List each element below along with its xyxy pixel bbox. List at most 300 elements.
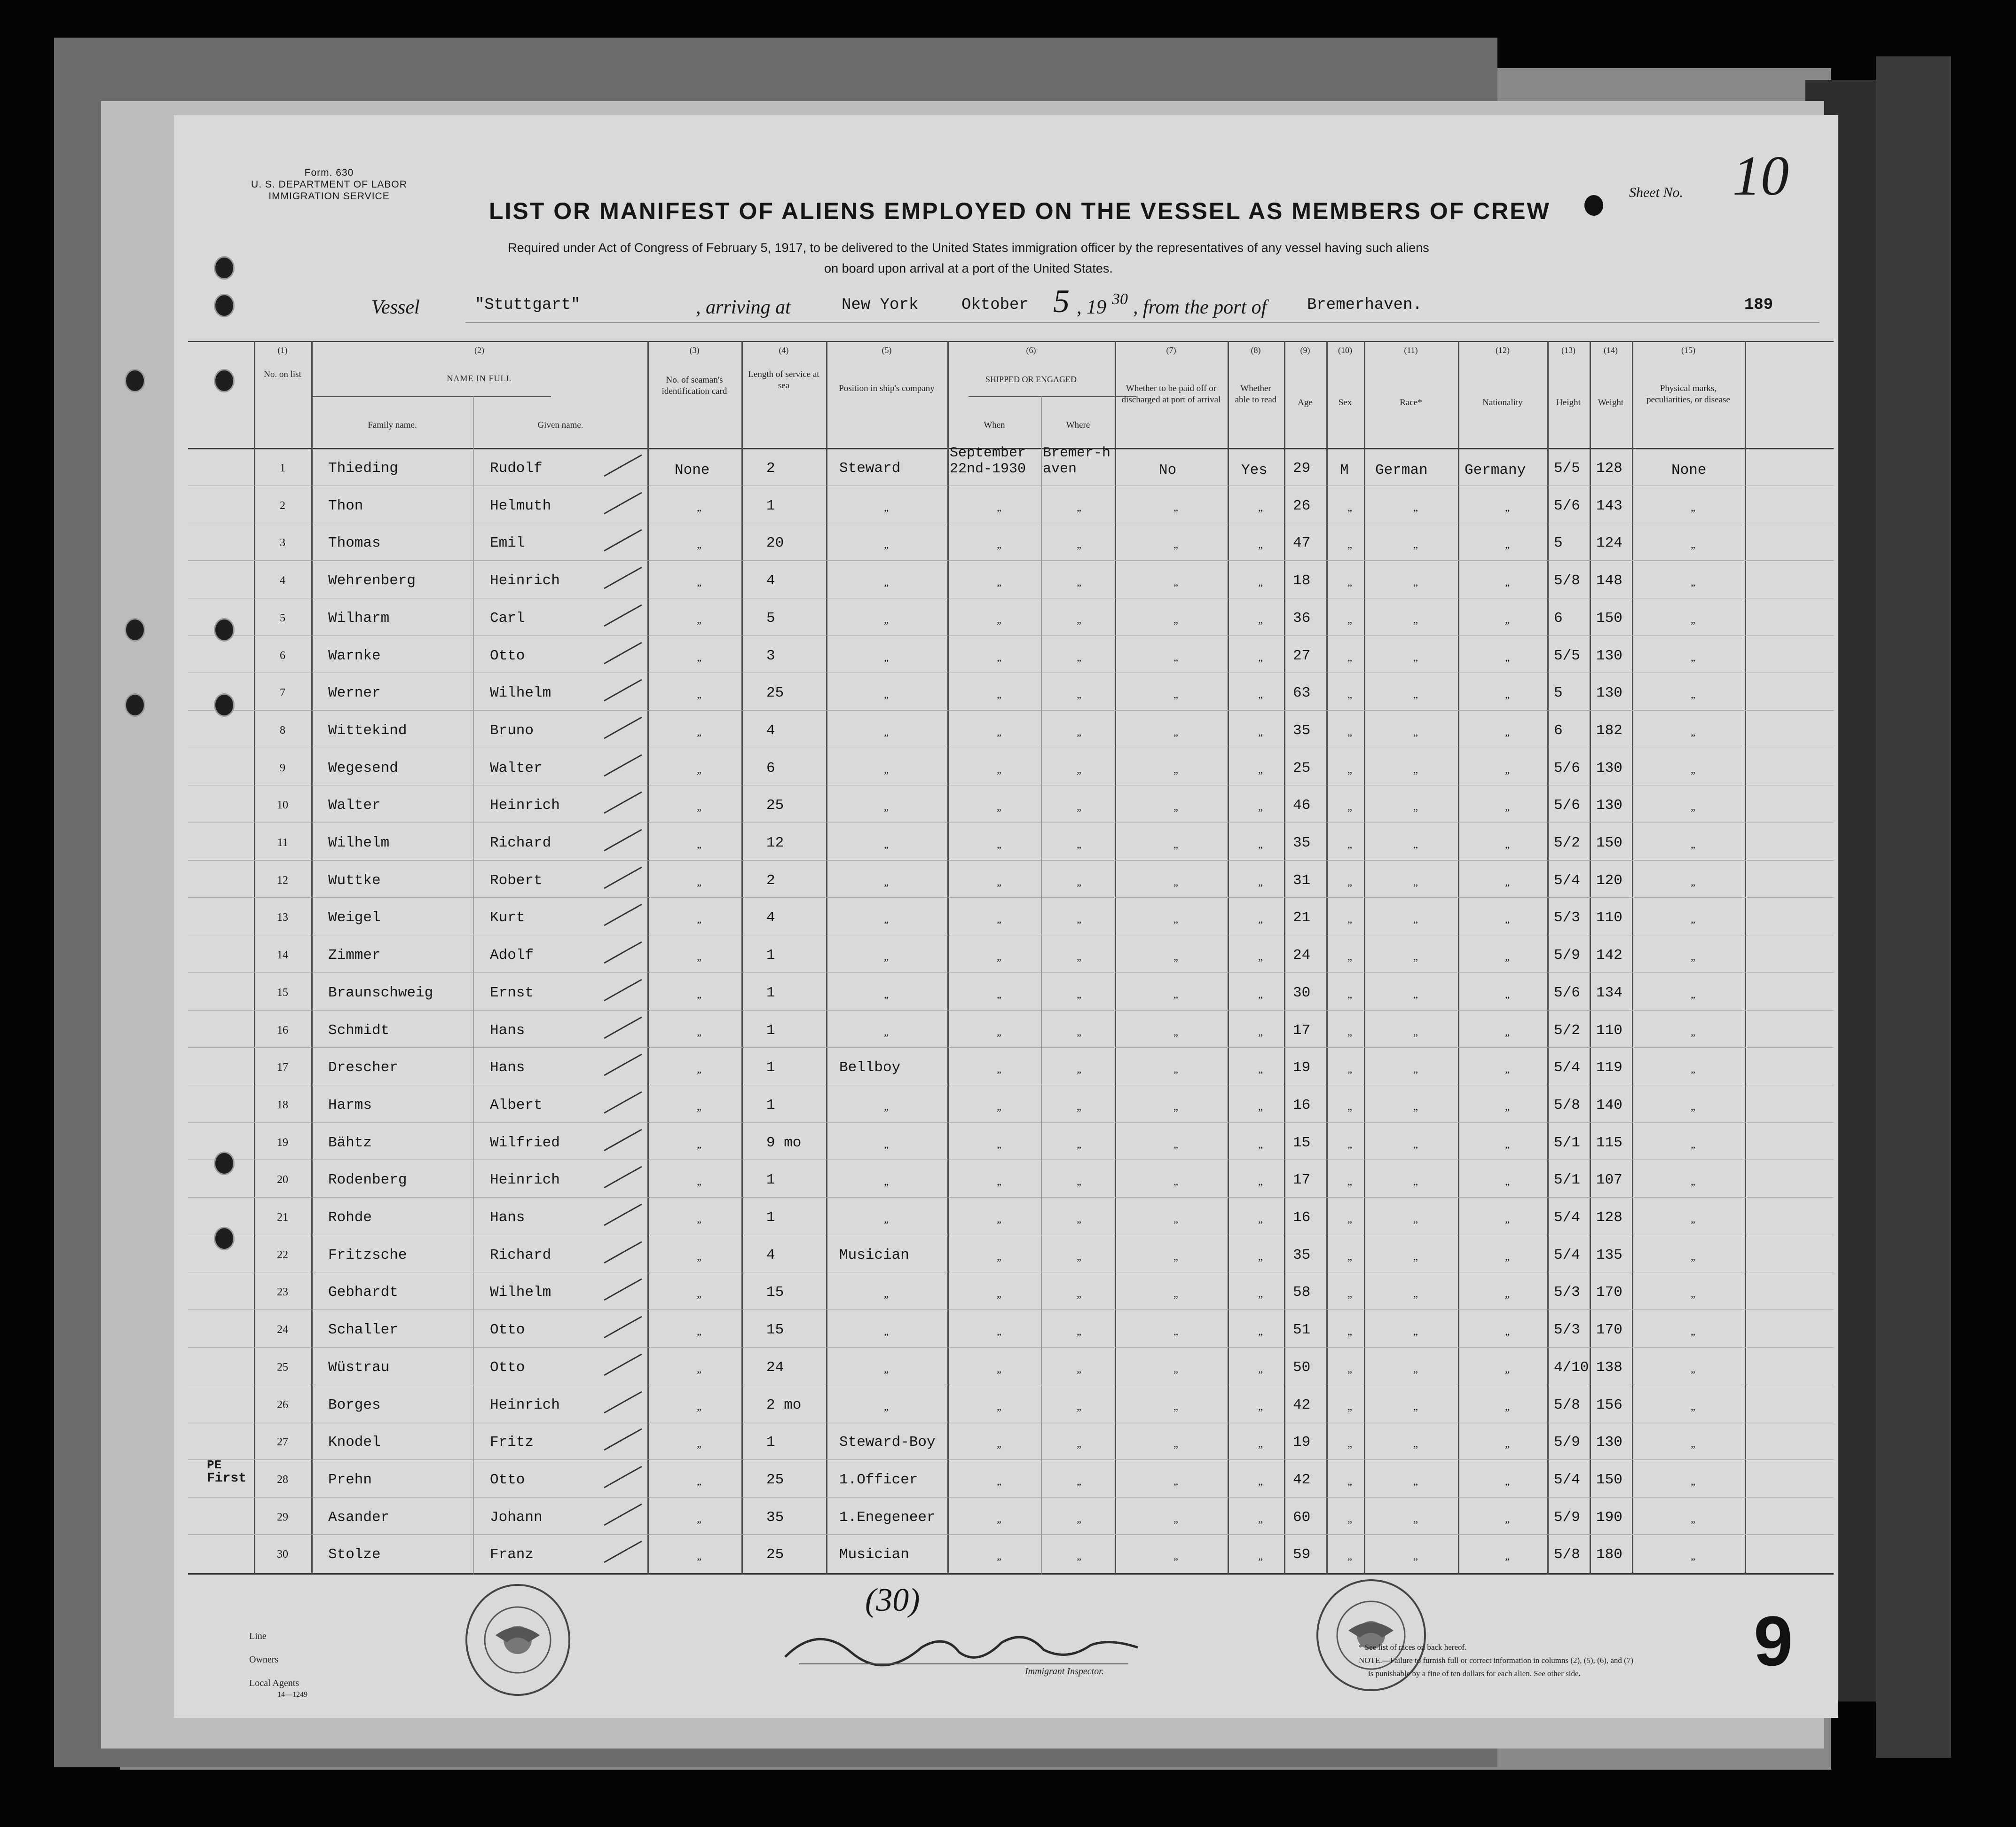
ship-position: Musician	[839, 1546, 909, 1563]
ditto-mark: „	[997, 1213, 1001, 1225]
ditto-mark: „	[997, 1325, 1001, 1338]
sheet-number: 10	[1732, 144, 1789, 207]
ditto-mark: „	[1691, 913, 1695, 925]
ditto-mark: „	[1077, 913, 1081, 925]
ditto-mark: „	[1347, 1288, 1352, 1300]
ditto-mark: „	[1347, 689, 1352, 701]
header-position: Position in ship's company	[839, 384, 935, 393]
ditto-mark: „	[1505, 801, 1510, 813]
ditto-mark: „	[1505, 576, 1510, 588]
family-name: Borges	[328, 1396, 381, 1413]
ditto-mark: „	[997, 1138, 1001, 1150]
service-length: 1	[766, 1097, 775, 1113]
ditto-mark: „	[1347, 1325, 1352, 1338]
row-number: 18	[277, 1098, 288, 1111]
ditto-mark: „	[1077, 1475, 1081, 1487]
ditto-mark: „	[1173, 1400, 1178, 1412]
ditto-mark: „	[1413, 1438, 1418, 1450]
ditto-mark: „	[884, 913, 889, 925]
binder-hole	[214, 618, 235, 642]
given-name: Hans	[490, 1059, 525, 1076]
ditto-mark: „	[884, 1363, 889, 1375]
check-mark-icon	[602, 640, 644, 668]
ship-position: Steward-Boy	[839, 1434, 936, 1451]
table-row	[188, 1497, 1834, 1498]
ditto-mark: „	[1505, 1138, 1510, 1150]
col-rule	[647, 341, 649, 1575]
ditto-mark: „	[1347, 951, 1352, 963]
ditto-mark: „	[1347, 876, 1352, 888]
ditto-mark: „	[1691, 988, 1695, 1000]
ditto-mark: „	[1077, 1288, 1081, 1300]
height: 5/3	[1554, 1322, 1580, 1339]
ditto-mark: „	[1505, 763, 1510, 776]
family-name: Walter	[328, 797, 381, 814]
row1-nationality: Germany	[1465, 462, 1526, 478]
col-rule	[1745, 341, 1746, 1575]
check-mark-icon	[602, 902, 644, 930]
ditto-mark: „	[997, 1063, 1001, 1075]
ditto-mark: „	[997, 1176, 1001, 1188]
ditto-mark: „	[1413, 1288, 1418, 1300]
given-name: Richard	[490, 835, 551, 851]
age: 15	[1293, 1134, 1311, 1151]
ditto-mark: „	[884, 1288, 889, 1300]
ditto-mark: „	[1258, 1138, 1263, 1150]
given-name: Heinrich	[490, 1396, 560, 1413]
ditto-mark: „	[884, 763, 889, 776]
service-length: 35	[766, 1509, 784, 1526]
height: 6	[1554, 610, 1563, 627]
family-name: Thon	[328, 497, 363, 514]
ditto-mark: „	[1077, 1063, 1081, 1075]
ditto-mark: „	[1258, 951, 1263, 963]
ditto-mark: „	[1347, 1438, 1352, 1450]
ditto-mark: „	[997, 801, 1001, 813]
weight: 150	[1596, 1471, 1622, 1488]
age: 42	[1293, 1471, 1311, 1488]
service-length: 9 mo	[766, 1134, 802, 1151]
ditto-mark: „	[884, 801, 889, 813]
ditto-mark: „	[1173, 1250, 1178, 1262]
header-height: Height	[1556, 398, 1581, 408]
col-rule	[1326, 341, 1328, 1575]
ditto-mark: „	[1347, 1176, 1352, 1188]
height: 5/2	[1554, 835, 1580, 851]
given-name: Hans	[490, 1022, 525, 1039]
ditto-mark: „	[1173, 1213, 1178, 1225]
weight: 148	[1596, 572, 1622, 589]
col-num-3: (3)	[689, 345, 700, 355]
ditto-mark: „	[1505, 1400, 1510, 1412]
vessel-label: Vessel	[371, 297, 420, 318]
header-no-on-list: No. on list	[264, 369, 301, 379]
ditto-mark: „	[1347, 763, 1352, 776]
ditto-mark: „	[1258, 539, 1263, 551]
inspector-label: Immigrant Inspector.	[1025, 1666, 1104, 1677]
ditto-mark: „	[1691, 951, 1695, 963]
family-name: Werner	[328, 685, 381, 702]
age: 16	[1293, 1097, 1311, 1113]
table-bottom-rule	[188, 1573, 1834, 1575]
given-name: Franz	[490, 1546, 534, 1563]
ditto-mark: „	[1413, 689, 1418, 701]
department-name: U. S. DEPARTMENT OF LABOR	[251, 179, 407, 190]
age: 25	[1293, 760, 1311, 776]
ditto-mark: „	[1173, 913, 1178, 925]
check-mark-icon	[602, 527, 644, 556]
ditto-mark: „	[1505, 1438, 1510, 1450]
header-when: When	[984, 420, 1005, 430]
ditto-mark: „	[1505, 1288, 1510, 1300]
row-number: 13	[277, 911, 288, 924]
binder-hole	[125, 693, 145, 717]
weight: 143	[1596, 497, 1622, 514]
height: 5/4	[1554, 1059, 1580, 1076]
ditto-mark: „	[1413, 839, 1418, 850]
ditto-mark: „	[697, 1250, 701, 1262]
ditto-mark: „	[1173, 1363, 1178, 1375]
check-mark-icon	[602, 1127, 644, 1155]
arriving-label: , arriving at	[696, 297, 791, 318]
weight: 110	[1596, 1022, 1622, 1039]
ditto-mark: „	[1505, 1513, 1510, 1525]
ditto-mark: „	[1173, 689, 1178, 701]
ditto-mark: „	[997, 913, 1001, 925]
age: 46	[1293, 797, 1311, 814]
height: 5/4	[1554, 1471, 1580, 1488]
ditto-mark: „	[1347, 1100, 1352, 1113]
ship-position: Steward	[839, 460, 901, 477]
given-name: Rudolf	[490, 460, 543, 477]
weight: 110	[1596, 910, 1622, 926]
from-label: , from the port of	[1133, 297, 1267, 318]
row1-paid-off: No	[1159, 462, 1177, 478]
row-number: 4	[280, 574, 285, 587]
service-length: 4	[766, 572, 775, 589]
check-mark-icon	[602, 1164, 644, 1192]
col-num-6: (6)	[1026, 345, 1036, 355]
row-number: 3	[280, 537, 285, 549]
ditto-mark: „	[1258, 988, 1263, 1000]
ditto-mark: „	[1347, 1550, 1352, 1562]
given-name: Heinrich	[490, 797, 560, 814]
ditto-mark: „	[1077, 651, 1081, 663]
header-nationality: Nationality	[1482, 398, 1523, 408]
family-name: Rohde	[328, 1209, 372, 1226]
check-mark-icon	[602, 1502, 644, 1530]
ditto-mark: „	[1347, 651, 1352, 663]
ditto-mark: „	[697, 1100, 701, 1113]
ditto-mark: „	[997, 1026, 1001, 1038]
ditto-mark: „	[997, 1550, 1001, 1562]
ditto-mark: „	[1347, 913, 1352, 925]
ditto-mark: „	[1077, 1513, 1081, 1525]
row-number: 1	[280, 462, 285, 474]
weight: 120	[1596, 872, 1622, 889]
ditto-mark: „	[697, 1438, 701, 1450]
ditto-mark: „	[697, 951, 701, 963]
row-number: 30	[277, 1548, 288, 1561]
ditto-mark: „	[697, 689, 701, 701]
ditto-mark: „	[997, 1363, 1001, 1375]
row-number: 14	[277, 949, 288, 962]
ditto-mark: „	[1347, 1213, 1352, 1225]
check-mark-icon	[602, 753, 644, 781]
height: 5/4	[1554, 1247, 1580, 1263]
ditto-mark: „	[1077, 1325, 1081, 1338]
row-number: 26	[277, 1398, 288, 1411]
ditto-mark: „	[997, 613, 1001, 626]
header-where: Where	[1066, 420, 1090, 430]
ditto-mark: „	[1691, 726, 1695, 738]
height: 5/2	[1554, 1022, 1580, 1039]
col-num-10: (10)	[1338, 345, 1352, 355]
family-name: Wilharm	[328, 610, 390, 627]
family-name: Warnke	[328, 647, 381, 664]
ditto-mark: „	[1347, 1363, 1352, 1375]
height: 5/6	[1554, 797, 1580, 814]
ditto-mark: „	[1505, 1550, 1510, 1562]
service-length: 5	[766, 610, 775, 627]
ditto-mark: „	[1347, 839, 1352, 850]
ditto-mark: „	[697, 1026, 701, 1038]
ship-position: 1.Officer	[839, 1471, 918, 1488]
family-name: Wilhelm	[328, 835, 390, 851]
height: 5/8	[1554, 1396, 1580, 1413]
ditto-mark: „	[997, 689, 1001, 701]
ditto-mark: „	[1413, 1400, 1418, 1412]
margin-note-first: First	[207, 1471, 247, 1486]
ditto-mark: „	[884, 1026, 889, 1038]
check-mark-icon	[602, 1277, 644, 1305]
ditto-mark: „	[697, 913, 701, 925]
row-number: 9	[280, 761, 285, 774]
ditto-mark: „	[697, 1288, 701, 1300]
age: 19	[1293, 1059, 1311, 1076]
weight: 107	[1596, 1172, 1622, 1189]
arrival-month: Oktober	[961, 296, 1029, 314]
service-length: 2	[766, 460, 775, 477]
ditto-mark: „	[697, 1475, 701, 1487]
ditto-mark: „	[1258, 1363, 1263, 1375]
ditto-mark: „	[1347, 576, 1352, 588]
row1-sex: M	[1340, 462, 1349, 478]
ditto-mark: „	[1077, 539, 1081, 551]
ditto-mark: „	[1258, 1400, 1263, 1412]
ditto-mark: „	[697, 1513, 701, 1525]
binder-hole	[214, 369, 235, 392]
footer-form-code: 14—1249	[277, 1691, 307, 1699]
age: 27	[1293, 647, 1311, 664]
sheet-number-label: Sheet No.	[1629, 185, 1683, 200]
ditto-mark: „	[1413, 1213, 1418, 1225]
ditto-mark: „	[1691, 1213, 1695, 1225]
table-row	[188, 1197, 1834, 1198]
ditto-mark: „	[1258, 1026, 1263, 1038]
weight: 150	[1596, 835, 1622, 851]
given-name: Robert	[490, 872, 543, 889]
col-num-13: (13)	[1561, 345, 1575, 355]
weight: 130	[1596, 685, 1622, 702]
family-name: Fritzsche	[328, 1247, 407, 1263]
col-rule	[741, 341, 743, 1575]
ditto-mark: „	[1258, 501, 1263, 513]
ditto-mark: „	[1413, 876, 1418, 888]
ship-position: 1.Enegeneer	[839, 1509, 936, 1526]
ditto-mark: „	[884, 839, 889, 850]
ditto-mark: „	[1173, 1100, 1178, 1113]
ditto-mark: „	[1077, 951, 1081, 963]
ditto-mark: „	[697, 1213, 701, 1225]
col-rule	[1228, 341, 1229, 1575]
table-row	[188, 635, 1834, 636]
service-length: 1	[766, 1434, 775, 1451]
weight: 130	[1596, 647, 1622, 664]
ditto-mark: „	[1347, 1026, 1352, 1038]
service-length: 1	[766, 1022, 775, 1039]
col-rule	[947, 341, 949, 1575]
col-rule	[473, 396, 474, 1575]
col-rule	[1364, 341, 1365, 1575]
col-rule	[826, 341, 827, 1575]
ditto-mark: „	[884, 689, 889, 701]
weight: 119	[1596, 1059, 1622, 1076]
ditto-mark: „	[1413, 576, 1418, 588]
ditto-mark: „	[1505, 1475, 1510, 1487]
margin-note-prefix: PE	[207, 1458, 222, 1472]
ditto-mark: „	[884, 501, 889, 513]
age: 29	[1293, 460, 1311, 477]
ditto-mark: „	[1691, 763, 1695, 776]
age: 42	[1293, 1396, 1311, 1413]
height: 6	[1554, 722, 1563, 739]
row-number: 10	[277, 799, 288, 812]
ditto-mark: „	[1258, 726, 1263, 738]
ditto-mark: „	[1505, 726, 1510, 738]
ditto-mark: „	[697, 876, 701, 888]
ditto-mark: „	[997, 651, 1001, 663]
ditto-mark: „	[1691, 501, 1695, 513]
weight: 156	[1596, 1396, 1622, 1413]
shipped-subheader-rule	[969, 396, 1136, 397]
header-paid-off: Whether to be paid off or discharged at port of arrival	[1121, 384, 1221, 405]
weight: 134	[1596, 984, 1622, 1001]
row1-when: September 22nd-1930	[950, 445, 1026, 477]
ditto-mark: „	[884, 576, 889, 588]
age: 60	[1293, 1509, 1311, 1526]
table-row	[188, 1010, 1834, 1011]
ditto-mark: „	[997, 988, 1001, 1000]
form-number: Form. 630	[304, 167, 354, 178]
table-row	[188, 1122, 1834, 1123]
manifest-form	[174, 115, 1838, 1718]
age: 21	[1293, 910, 1311, 926]
ditto-mark: „	[1173, 576, 1178, 588]
given-name: Adolf	[490, 947, 534, 964]
ditto-mark: „	[1258, 1550, 1263, 1562]
subtitle-line-1: Required under Act of Congress of February 5, 1917, to be delivered to the United States immigration officer by the representatives of any vessel having such aliens	[508, 241, 1429, 255]
col-rule	[1041, 396, 1042, 1575]
ship-position: Musician	[839, 1247, 909, 1263]
ditto-mark: „	[1505, 951, 1510, 963]
ditto-mark: „	[1258, 876, 1263, 888]
weight: 190	[1596, 1509, 1622, 1526]
ditto-mark: „	[1173, 613, 1178, 626]
ditto-mark: „	[1505, 1363, 1510, 1375]
ditto-mark: „	[1077, 1250, 1081, 1262]
ditto-mark: „	[1173, 1513, 1178, 1525]
row-number: 15	[277, 986, 288, 999]
ditto-mark: „	[1173, 876, 1178, 888]
age: 17	[1293, 1172, 1311, 1189]
ditto-mark: „	[1258, 763, 1263, 776]
ditto-mark: „	[1691, 1063, 1695, 1075]
row1-physical: None	[1671, 462, 1707, 478]
ditto-mark: „	[1347, 501, 1352, 513]
height: 5/9	[1554, 947, 1580, 964]
check-mark-icon	[602, 940, 644, 968]
service-length: 24	[766, 1359, 784, 1376]
ditto-mark: „	[697, 1550, 701, 1562]
footer-owners-label: Owners	[249, 1654, 279, 1665]
age: 59	[1293, 1546, 1311, 1563]
ditto-mark: „	[997, 951, 1001, 963]
service-length: 6	[766, 760, 775, 776]
service-length: 1	[766, 947, 775, 964]
ditto-mark: „	[1413, 1363, 1418, 1375]
check-mark-icon	[602, 490, 644, 518]
family-name: Schaller	[328, 1322, 398, 1339]
ditto-mark: „	[1347, 539, 1352, 551]
age: 19	[1293, 1434, 1311, 1451]
service-length: 2 mo	[766, 1396, 802, 1413]
page-title: LIST OR MANIFEST OF ALIENS EMPLOYED ON THE VESSEL AS MEMBERS OF CREW	[489, 198, 1551, 224]
ditto-mark: „	[1691, 1138, 1695, 1150]
family-name: Wehrenberg	[328, 572, 416, 589]
ditto-mark: „	[1347, 1250, 1352, 1262]
height: 4/10	[1554, 1359, 1589, 1376]
ditto-mark: „	[1413, 1176, 1418, 1188]
row-number: 19	[277, 1136, 288, 1149]
ditto-mark: „	[1077, 1438, 1081, 1450]
ditto-mark: „	[1077, 763, 1081, 776]
ditto-mark: „	[1258, 1100, 1263, 1113]
ditto-mark: „	[997, 726, 1001, 738]
row1-able-read: Yes	[1241, 462, 1268, 478]
ditto-mark: „	[1077, 839, 1081, 850]
form-meta	[249, 167, 409, 202]
given-name: Heinrich	[490, 1172, 560, 1189]
check-mark-icon	[602, 677, 644, 706]
weight: 182	[1596, 722, 1622, 739]
ditto-mark: „	[1258, 689, 1263, 701]
ditto-mark: „	[697, 613, 701, 626]
check-mark-icon	[602, 790, 644, 818]
vessel-underline	[465, 322, 1819, 323]
given-name: Otto	[490, 1471, 525, 1488]
row-number: 24	[277, 1324, 288, 1336]
family-name: Braunschweig	[328, 984, 433, 1001]
ditto-mark: „	[884, 1400, 889, 1412]
service-length: 2	[766, 872, 775, 889]
row1-where: Bremer-haven	[1043, 445, 1111, 477]
header-race: Race*	[1400, 398, 1422, 408]
ditto-mark: „	[1691, 1176, 1695, 1188]
ditto-mark: „	[1173, 1138, 1178, 1150]
eagle-seal-icon	[467, 1586, 568, 1694]
height: 5/6	[1554, 984, 1580, 1001]
